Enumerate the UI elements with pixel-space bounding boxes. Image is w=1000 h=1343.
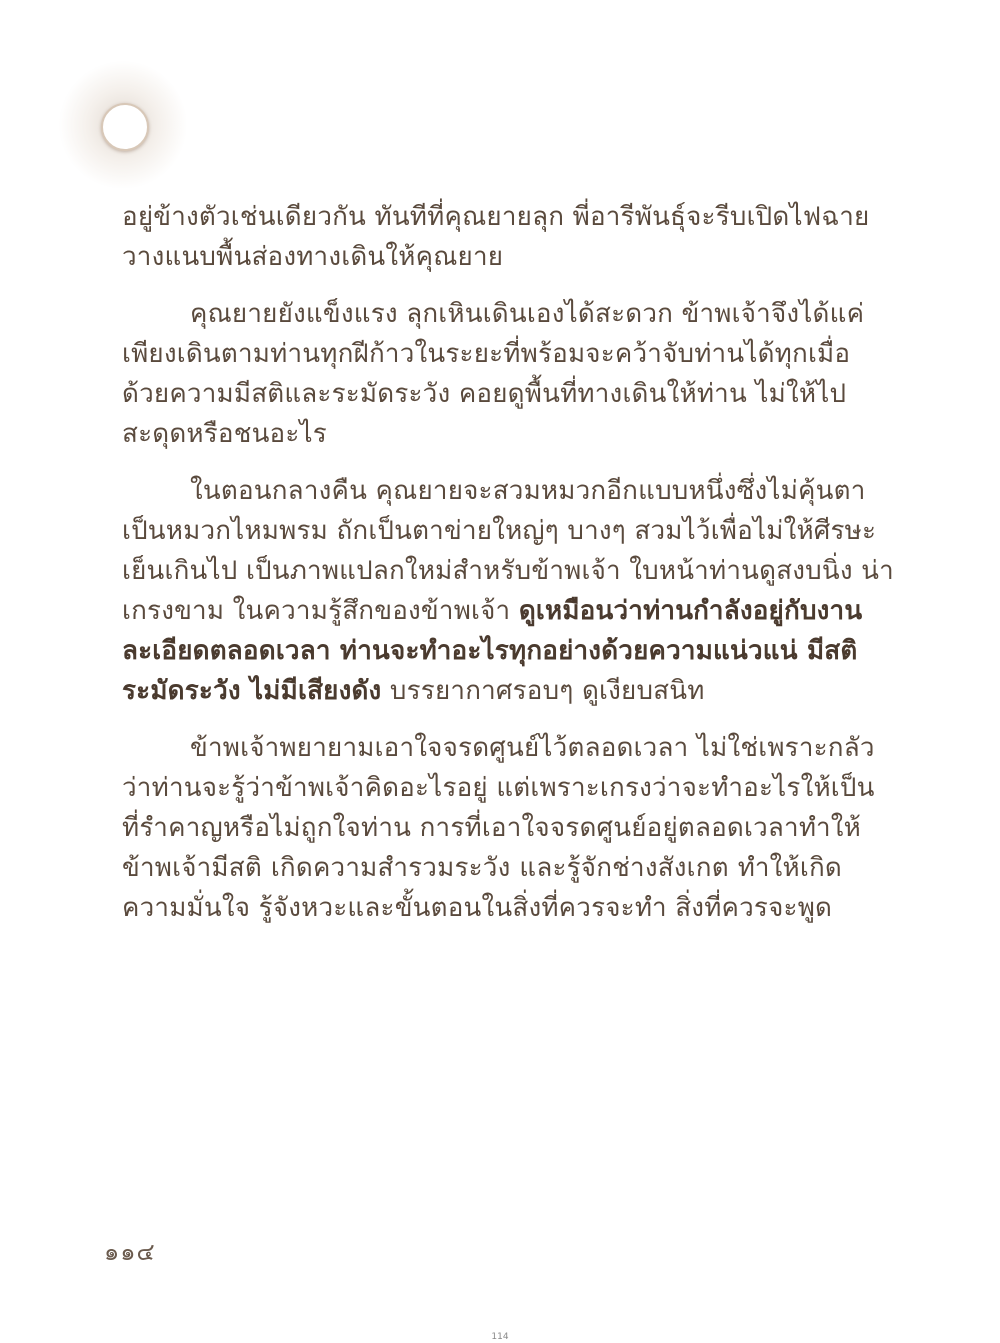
text-line: เป็นหมวกไหมพรม ถักเป็นตาข่ายใหญ่ๆ บางๆ สวมไว้เพื่อไม่ให้ศีรษะ <box>122 516 877 546</box>
page-number: ๑๑๔ <box>104 1238 156 1266</box>
paragraph-3 <box>122 471 894 711</box>
text-line: ในตอนกลางคืน คุณยายจะสวมหมวกอีกแบบหนึ่งซึ่งไม่คุ้นตา <box>190 476 866 506</box>
text-line: อยู่ข้างตัวเช่นเดียวกัน ทันทีที่คุณยายลุก พี่อารีพันธุ์จะรีบเปิดไฟฉาย <box>122 202 870 232</box>
bold-text-run: ละเอียดตลอดเวลา ท่านจะทำอะไรทุกอย่างด้วยความแน่วแน่ มีสติ <box>122 636 858 666</box>
text-run: เกรงขาม ในความรู้สึกของข้าพเจ้า <box>122 596 511 626</box>
text-line: คุณยายยังแข็งแรง ลุกเหินเดินเองได้สะดวก ข้าพเจ้าจึงได้แค่ <box>190 299 865 329</box>
text-line: เย็นเกินไป เป็นภาพแปลกใหม่สำหรับข้าพเจ้า ใบหน้าท่านดูสงบนิ่ง น่า <box>122 556 894 586</box>
text-line: ข้าพเจ้าพยายามเอาใจจรดศูนย์ไว้ตลอดเวลา ไม่ใช่เพราะกลัว <box>190 733 875 763</box>
text-line <box>122 591 863 631</box>
paragraph-4 <box>122 728 875 928</box>
text-line: ที่รำคาญหรือไม่ถูกใจท่าน การที่เอาใจจรดศูนย์อยู่ตลอดเวลาทำให้ <box>122 813 862 843</box>
text-run: บรรยากาศรอบๆ ดูเงียบสนิท <box>389 676 705 706</box>
bold-text-run: ระมัดระวัง ไม่มีเสียงดัง <box>122 676 382 706</box>
bold-text-run: ดูเหมือนว่าท่านกำลังอยู่กับงาน <box>518 596 863 626</box>
text-line: ว่าท่านจะรู้ว่าข้าพเจ้าคิดอะไรอยู่ แต่เพราะเกรงว่าจะทำอะไรให้เป็น <box>122 773 875 803</box>
text-line: ข้าพเจ้ามีสติ เกิดความสำรวมระวัง และรู้จักช่างสังเกต ทำให้เกิด <box>122 853 842 883</box>
text-line: สะดุดหรือชนอะไร <box>122 419 327 449</box>
text-line: วางแนบพื้นส่องทางเดินให้คุณยาย <box>122 242 504 272</box>
paragraph-1 <box>122 197 870 277</box>
text-line: ความมั่นใจ รู้จังหวะและขั้นตอนในสิ่งที่ควรจะทำ สิ่งที่ควรจะพูด <box>122 893 833 923</box>
decorative-orb <box>101 103 149 151</box>
text-line: ด้วยความมีสติและระมัดระวัง คอยดูพื้นที่ทางเดินให้ท่าน ไม่ให้ไป <box>122 379 847 409</box>
text-line: เพียงเดินตามท่านทุกฝีก้าวในระยะที่พร้อมจะคว้าจับท่านได้ทุกเมื่อ <box>122 339 851 369</box>
folio-number: 114 <box>491 1332 509 1342</box>
text-line <box>122 671 842 711</box>
paragraph-2 <box>122 294 865 454</box>
body-text <box>122 197 894 945</box>
text-line <box>122 631 858 671</box>
